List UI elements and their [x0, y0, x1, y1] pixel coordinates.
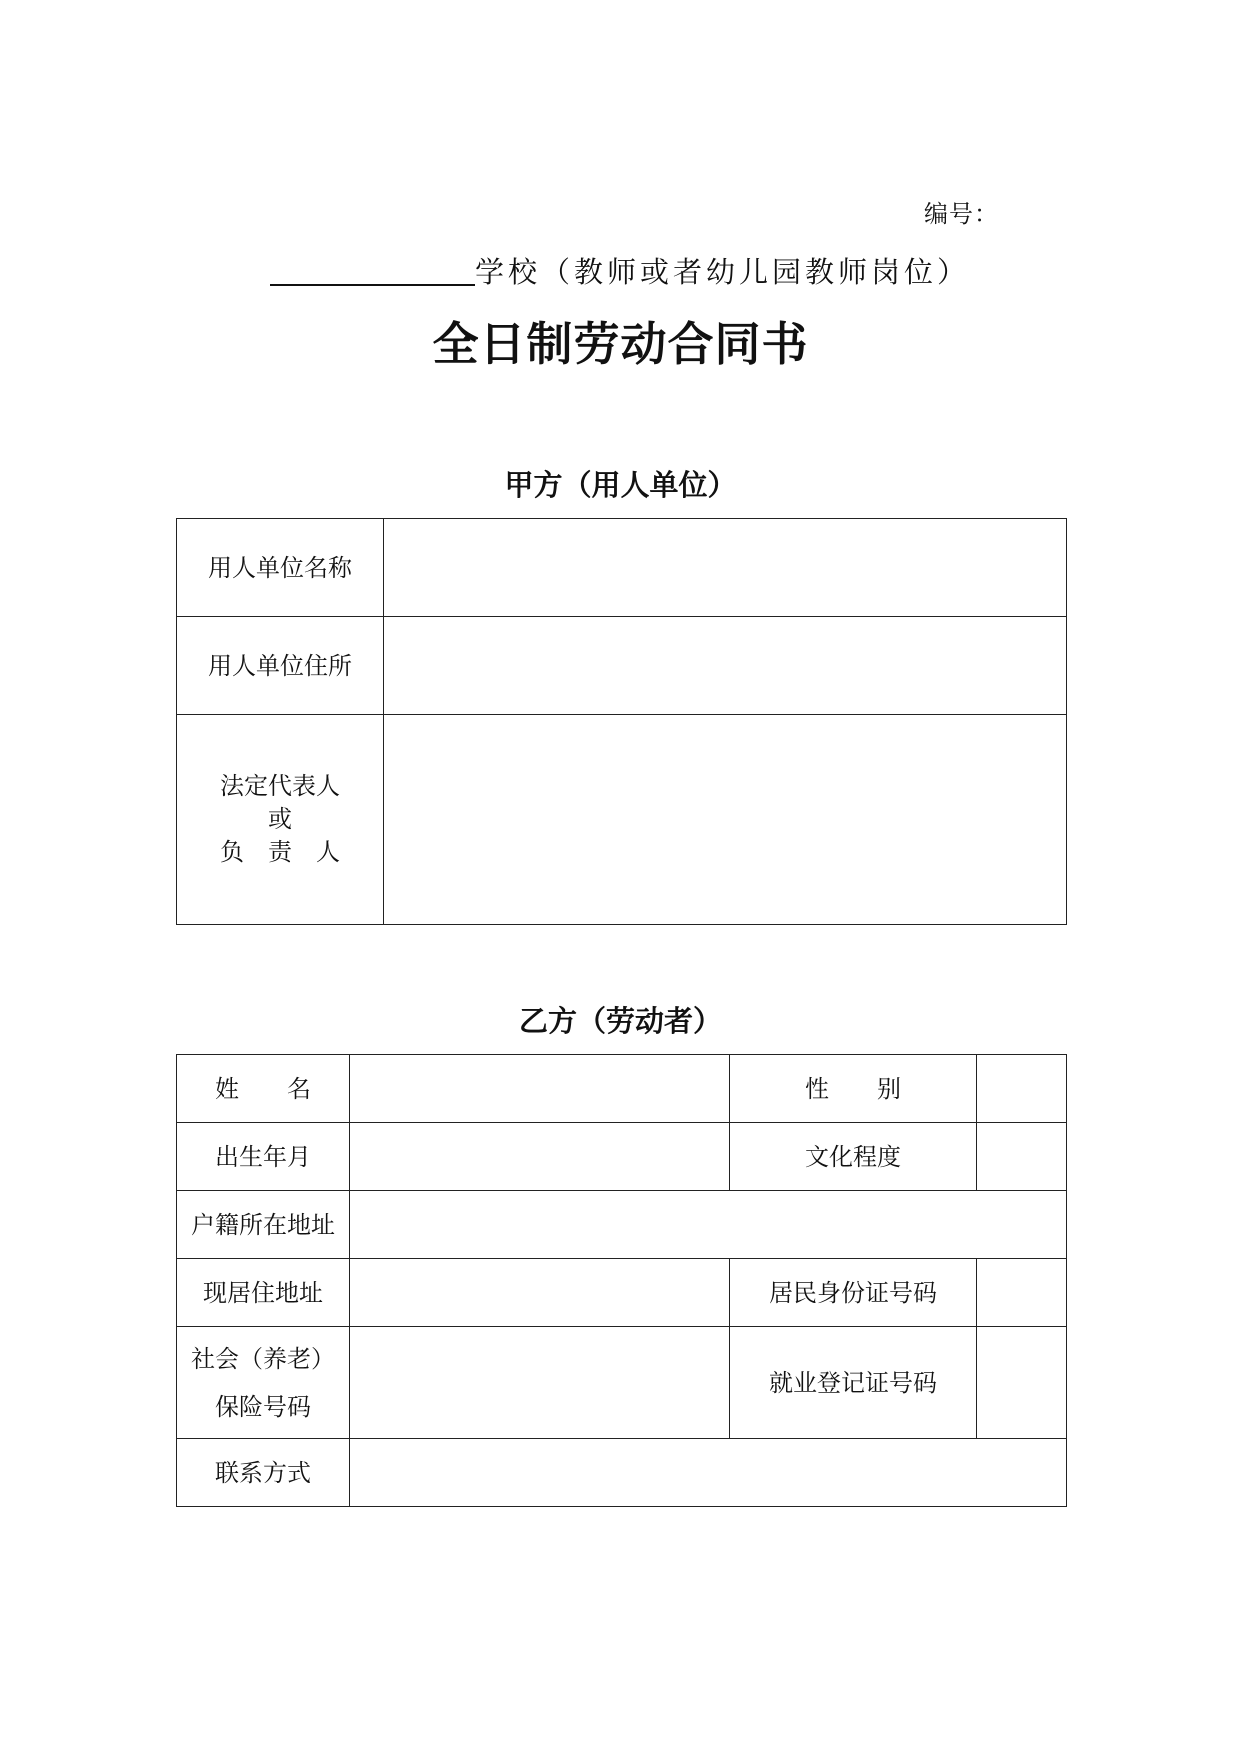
worker-name-field[interactable] [350, 1055, 730, 1123]
party-b-table [176, 1054, 1067, 1507]
birth-field[interactable] [350, 1123, 730, 1191]
education-field[interactable] [977, 1123, 1067, 1191]
contact-row [177, 1439, 1067, 1507]
subtitle: 学校（教师或者幼儿园教师岗位） [475, 255, 971, 289]
insurance-label-line1: 社会（养老） [191, 1344, 335, 1373]
employer-address-field[interactable] [384, 617, 1067, 715]
worker-name-row [177, 1055, 1067, 1123]
education-label: 文化程度 [730, 1123, 977, 1191]
contact-field[interactable] [350, 1439, 1067, 1507]
legal-rep-label-line3: 负 责 人 [220, 838, 340, 866]
household-address-label: 户籍所在地址 [177, 1191, 350, 1259]
id-number-label: 居民身份证号码 [730, 1259, 977, 1327]
legal-rep-field[interactable] [384, 715, 1067, 925]
gender-field[interactable] [977, 1055, 1067, 1123]
party-a-table [176, 518, 1067, 925]
worker-name-label: 姓 名 [177, 1055, 350, 1123]
serial-number-label: 编号： [924, 200, 999, 228]
birth-row [177, 1123, 1067, 1191]
employer-name-field[interactable] [384, 519, 1067, 617]
current-address-label: 现居住地址 [177, 1259, 350, 1327]
subtitle-row [270, 252, 970, 292]
current-address-row [177, 1259, 1067, 1327]
legal-rep-label-line1: 法定代表人 [220, 772, 340, 800]
insurance-number-field[interactable] [350, 1327, 730, 1439]
insurance-number-label [177, 1327, 350, 1439]
school-name-blank[interactable] [270, 284, 475, 286]
legal-rep-label-line2: 或 [268, 805, 292, 833]
party-b-heading: 乙方（劳动者） [518, 1004, 722, 1038]
document-title: 全日制劳动合同书 [432, 317, 809, 371]
employment-cert-label: 就业登记证号码 [730, 1327, 977, 1439]
insurance-row [177, 1327, 1067, 1439]
party-a-heading: 甲方（用人单位） [504, 468, 737, 502]
household-address-field[interactable] [350, 1191, 1067, 1259]
employer-address-row [177, 617, 1067, 715]
id-number-field[interactable] [977, 1259, 1067, 1327]
employer-name-label: 用人单位名称 [177, 519, 384, 617]
legal-rep-label [177, 715, 384, 925]
household-row [177, 1191, 1067, 1259]
employer-name-row [177, 519, 1067, 617]
legal-rep-row [177, 715, 1067, 925]
employment-cert-field[interactable] [977, 1327, 1067, 1439]
employer-address-label: 用人单位住所 [177, 617, 384, 715]
current-address-field[interactable] [350, 1259, 730, 1327]
birth-label: 出生年月 [177, 1123, 350, 1191]
insurance-label-line2: 保险号码 [215, 1392, 311, 1421]
contact-label: 联系方式 [177, 1439, 350, 1507]
gender-label: 性 别 [730, 1055, 977, 1123]
